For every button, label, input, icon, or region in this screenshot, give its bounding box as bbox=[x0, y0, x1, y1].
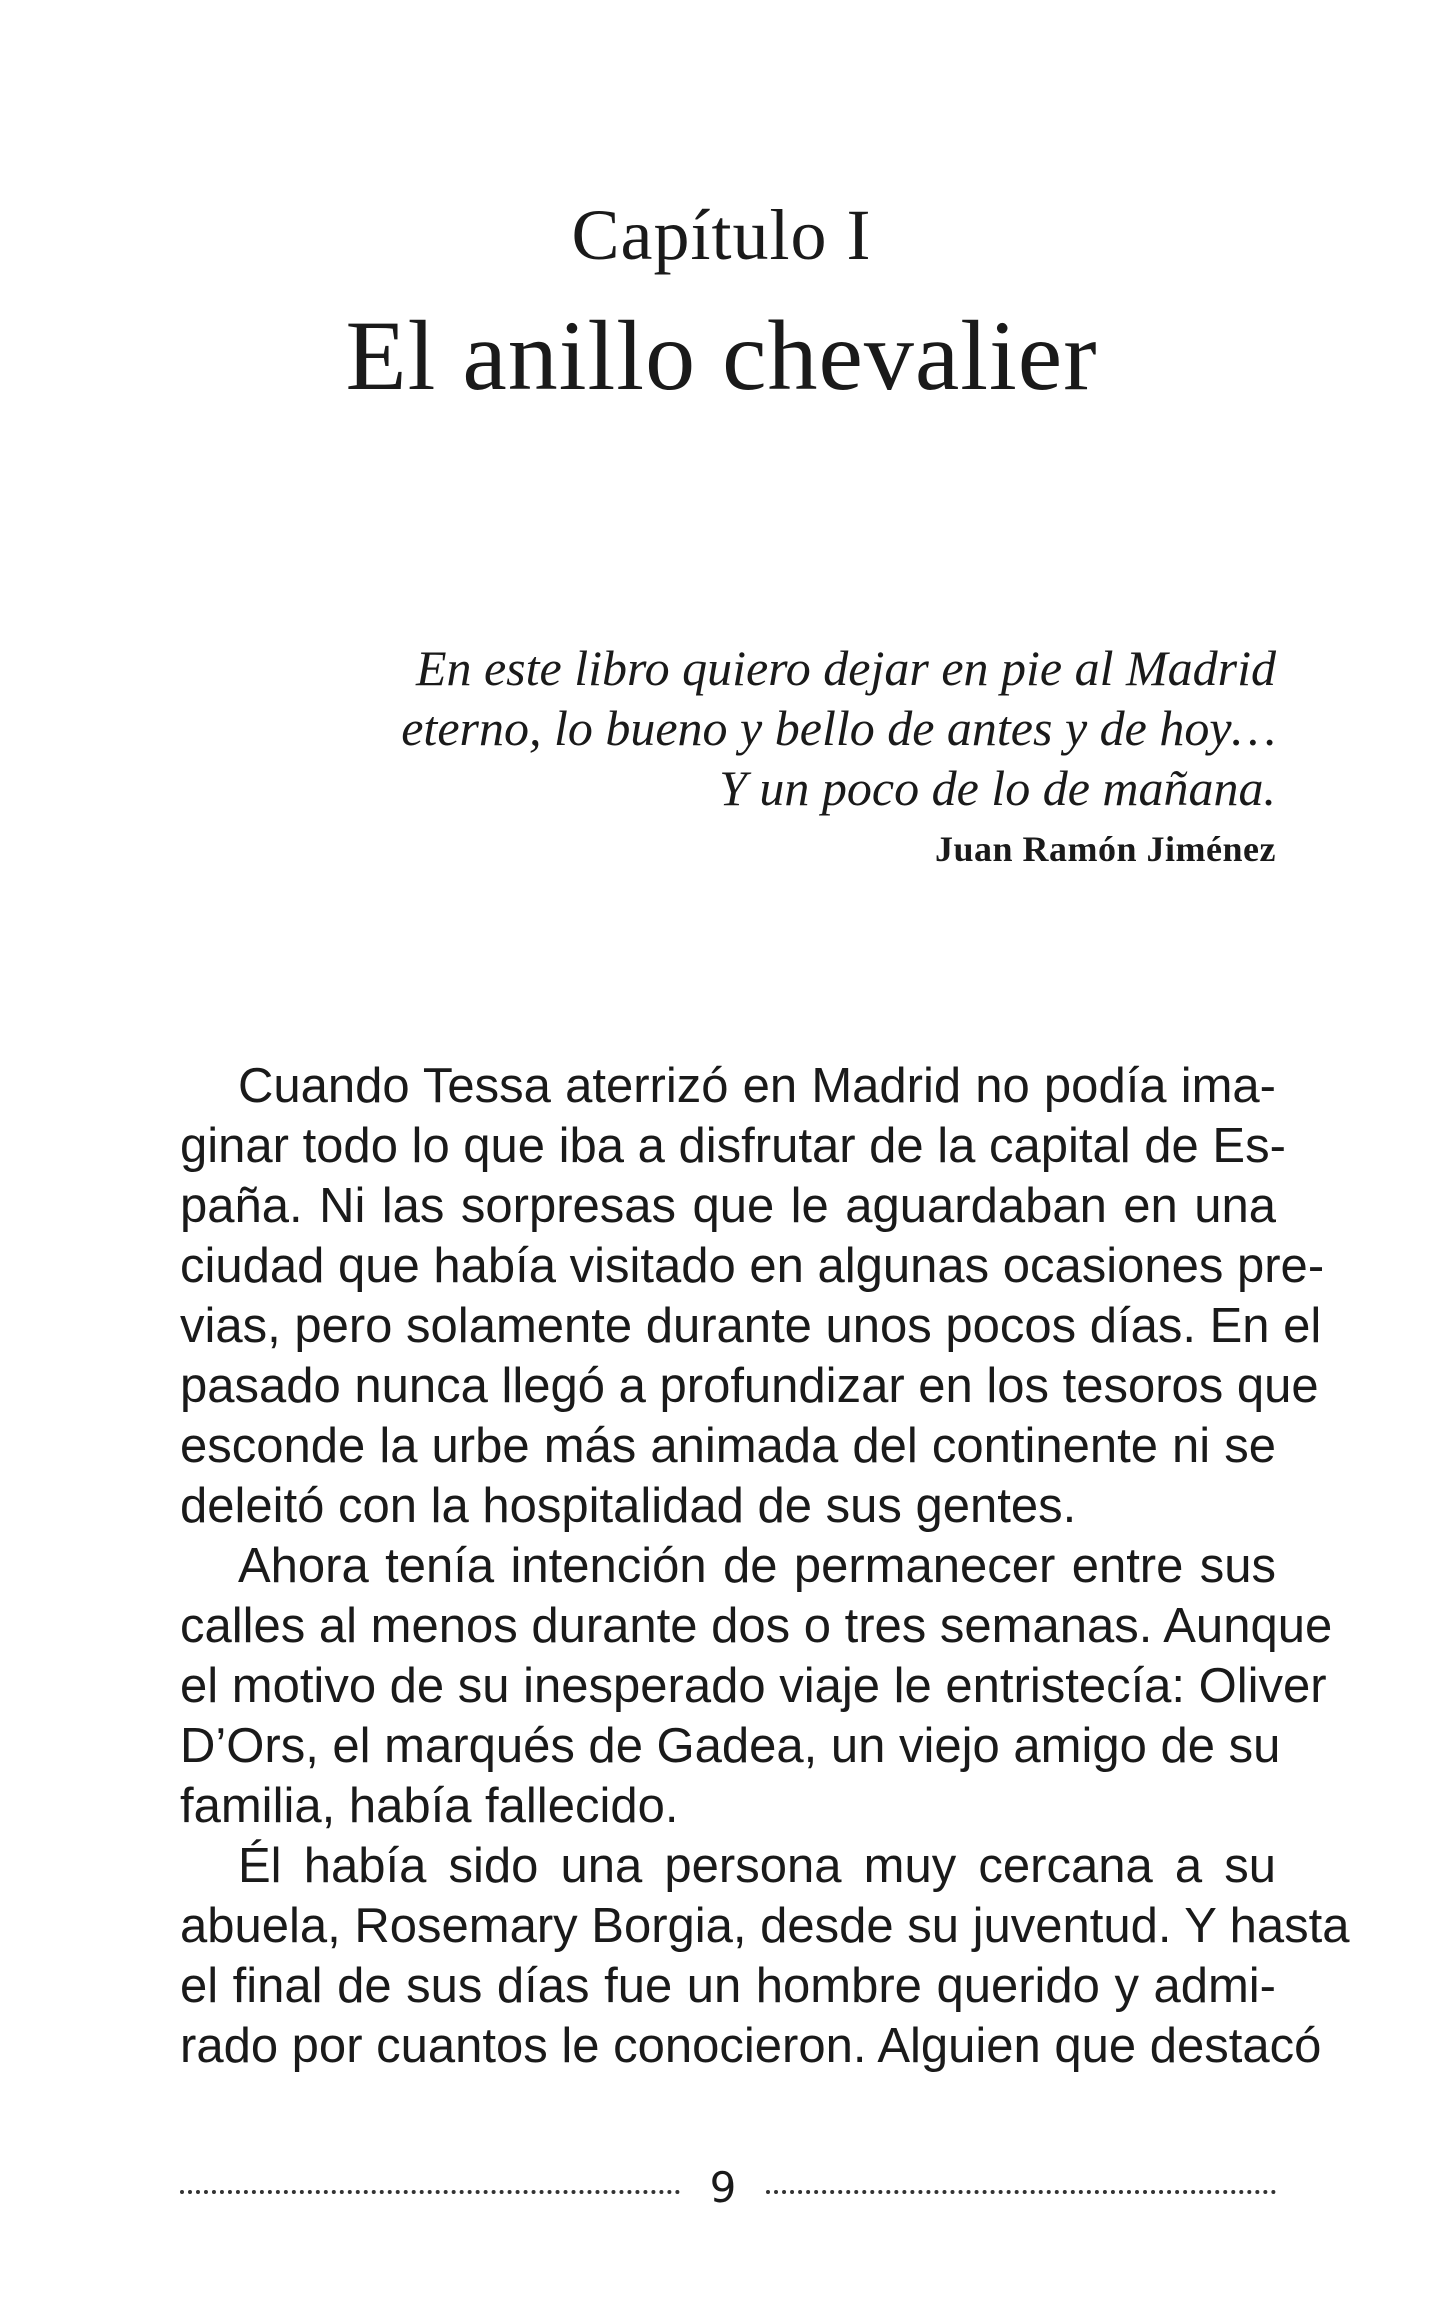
body-text bbox=[180, 1056, 1350, 2076]
body-line: Cuando Tessa aterrizó en Madrid no podía ima- bbox=[238, 1059, 1276, 1113]
footer-dotted-rule-right bbox=[766, 2190, 1276, 2194]
body-line: rado por cuantos le conocieron. Alguien que destacó bbox=[180, 2019, 1322, 2073]
body-line: vias, pero solamente durante unos pocos días. En el bbox=[180, 1299, 1322, 1353]
chapter-title: El anillo chevalier bbox=[345, 300, 1098, 411]
body-line: esconde la urbe más animada del continente ni se bbox=[180, 1419, 1276, 1473]
body-line: abuela, Rosemary Borgia, desde su juventud. Y hasta bbox=[180, 1899, 1350, 1953]
epigraph-line: eterno, lo bueno y bello de antes y de hoy… bbox=[401, 700, 1276, 756]
epigraph-author: Juan Ramón Jiménez bbox=[935, 829, 1276, 869]
body-line: pasado nunca llegó a profundizar en los tesoros que bbox=[180, 1359, 1319, 1413]
body-line: D’Ors, el marqués de Gadea, un viejo amigo de su bbox=[180, 1719, 1281, 1773]
epigraph-line: Y un poco de lo de mañana. bbox=[719, 760, 1276, 816]
epigraph bbox=[320, 638, 1276, 874]
body-line: ciudad que había visitado en algunas ocasiones pre- bbox=[180, 1239, 1325, 1293]
body-line: calles al menos durante dos o tres semanas. Aunque bbox=[180, 1599, 1333, 1653]
body-line: Él había sido una persona muy cercana a su bbox=[238, 1839, 1276, 1893]
body-line: Ahora tenía intención de permanecer entre sus bbox=[238, 1539, 1276, 1593]
page-number: 9 bbox=[709, 2163, 737, 2212]
body-line: el motivo de su inesperado viaje le entristecía: Oliver bbox=[180, 1659, 1327, 1713]
page-footer bbox=[180, 2158, 1276, 2218]
epigraph-line: En este libro quiero dejar en pie al Madrid bbox=[415, 640, 1276, 696]
footer-dotted-rule-left bbox=[180, 2190, 680, 2194]
body-line: ginar todo lo que iba a disfrutar de la capital de Es- bbox=[180, 1119, 1286, 1173]
chapter-label: Capítulo I bbox=[571, 195, 872, 275]
body-line: familia, había fallecido. bbox=[180, 1779, 679, 1833]
body-line: deleitó con la hospitalidad de sus gentes. bbox=[180, 1479, 1077, 1533]
body-line: el final de sus días fue un hombre querido y admi- bbox=[180, 1959, 1276, 2013]
body-line: paña. Ni las sorpresas que le aguardaban en una bbox=[180, 1179, 1276, 1233]
